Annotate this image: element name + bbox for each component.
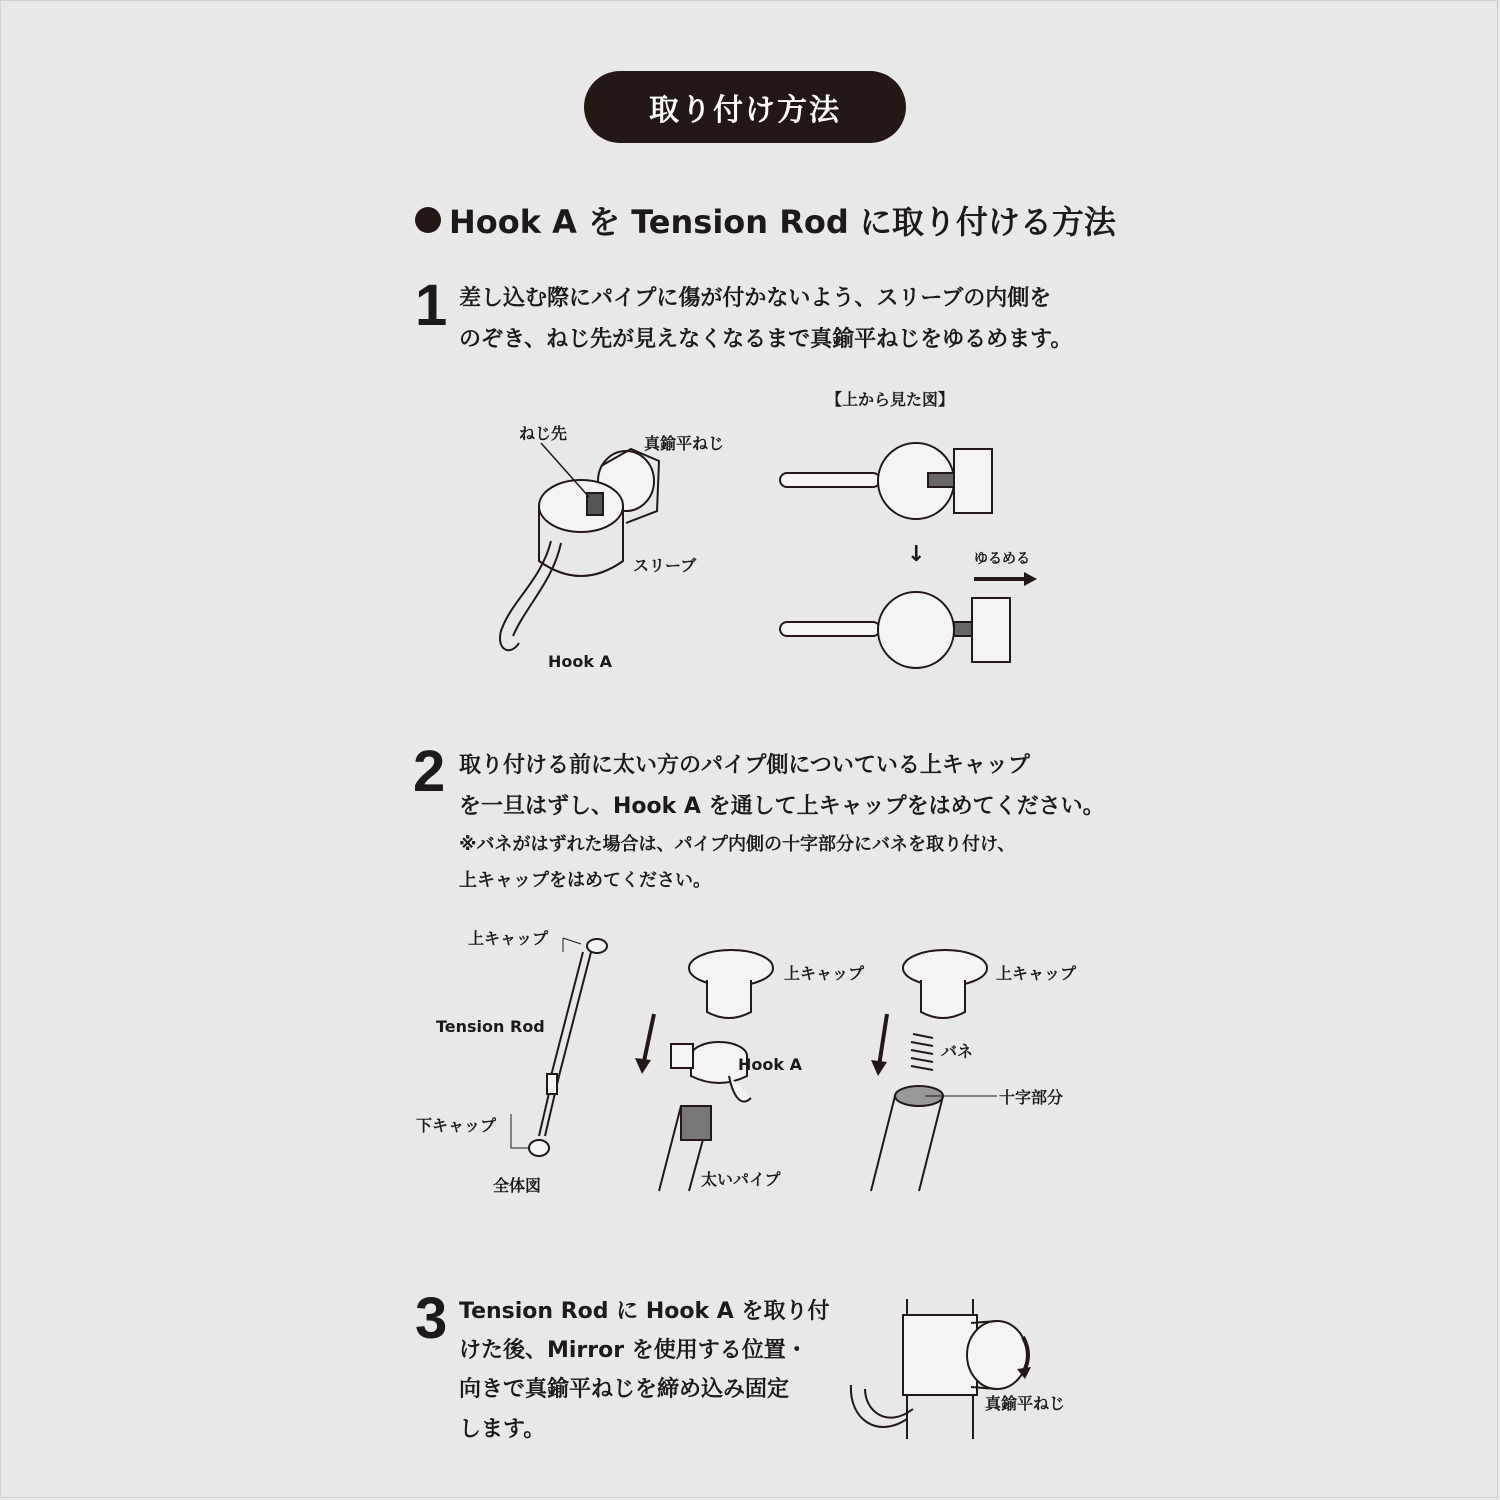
header-pill [584, 71, 906, 143]
tension-rod-overall-illustration [501, 926, 621, 1166]
label-overall: 全体図 [493, 1176, 542, 1195]
section-title: Hook A を Tension Rod に取り付ける方法 [449, 203, 1116, 241]
step-2-note-2: 上キャップをはめてください。 [459, 870, 711, 891]
fixed-hook-illustration [847, 1299, 1047, 1439]
step-1-number: 1 [415, 273, 448, 338]
step-2-note-1: ※バネがはずれた場合は、パイプ内側の十字部分にバネを取り付け、 [459, 834, 1016, 855]
label-brass-screw-3: 真鍮平ねじ [985, 1394, 1066, 1413]
step-2-number: 2 [413, 739, 446, 804]
label-screw-tip: ねじ先 [519, 424, 568, 443]
top-view-after-illustration [776, 588, 1036, 670]
label-cross-part: 十字部分 [999, 1088, 1064, 1107]
step-3-line-1: Tension Rod に Hook A を取り付 [459, 1299, 830, 1324]
label-sleeve: スリーブ [633, 556, 697, 575]
step-3-line-4: します。 [459, 1417, 546, 1442]
step-3-line-3: 向きで真鍮平ねじを締め込み固定 [459, 1377, 790, 1402]
bullet-dot-icon [415, 207, 441, 233]
label-loosen: ゆるめる [974, 551, 1030, 567]
label-tension-rod: Tension Rod [436, 1017, 545, 1036]
top-view-before-illustration [776, 439, 1006, 521]
section-heading [415, 197, 1116, 243]
label-top-cap-2: 上キャップ [784, 964, 865, 983]
step-3-number: 3 [415, 1286, 448, 1351]
step-2-line-2: を一旦はずし、Hook A を通して上キャップをはめてください。 [459, 794, 1105, 819]
sleeve-hook-illustration [481, 431, 741, 671]
label-top-view: 【上から見た図】 [826, 390, 955, 409]
page-title: 取り付け方法 [649, 93, 841, 128]
label-bottom-cap: 下キャップ [416, 1116, 497, 1135]
step-1-line-1: 差し込む際にパイプに傷が付かないよう、スリーブの内側を [459, 286, 1052, 311]
step-1-line-2: のぞき、ねじ先が見えなくなるまで真鍮平ねじをゆるめます。 [459, 327, 1073, 352]
label-brass-screw: 真鍮平ねじ [644, 434, 725, 453]
label-spring: バネ [941, 1042, 974, 1061]
label-hook-a: Hook A [548, 652, 612, 671]
label-hook-a-2: Hook A [738, 1055, 802, 1074]
label-thick-pipe: 太いパイプ [701, 1170, 781, 1189]
label-top-cap-3: 上キャップ [996, 964, 1077, 983]
step-3-line-2: けた後、Mirror を使用する位置・ [459, 1338, 808, 1363]
right-arrow-icon [974, 571, 1038, 587]
label-top-cap: 上キャップ [468, 929, 549, 948]
step-2-line-1: 取り付ける前に太い方のパイプ側についている上キャップ [459, 753, 1030, 778]
down-arrow-icon: ↓ [907, 542, 926, 567]
